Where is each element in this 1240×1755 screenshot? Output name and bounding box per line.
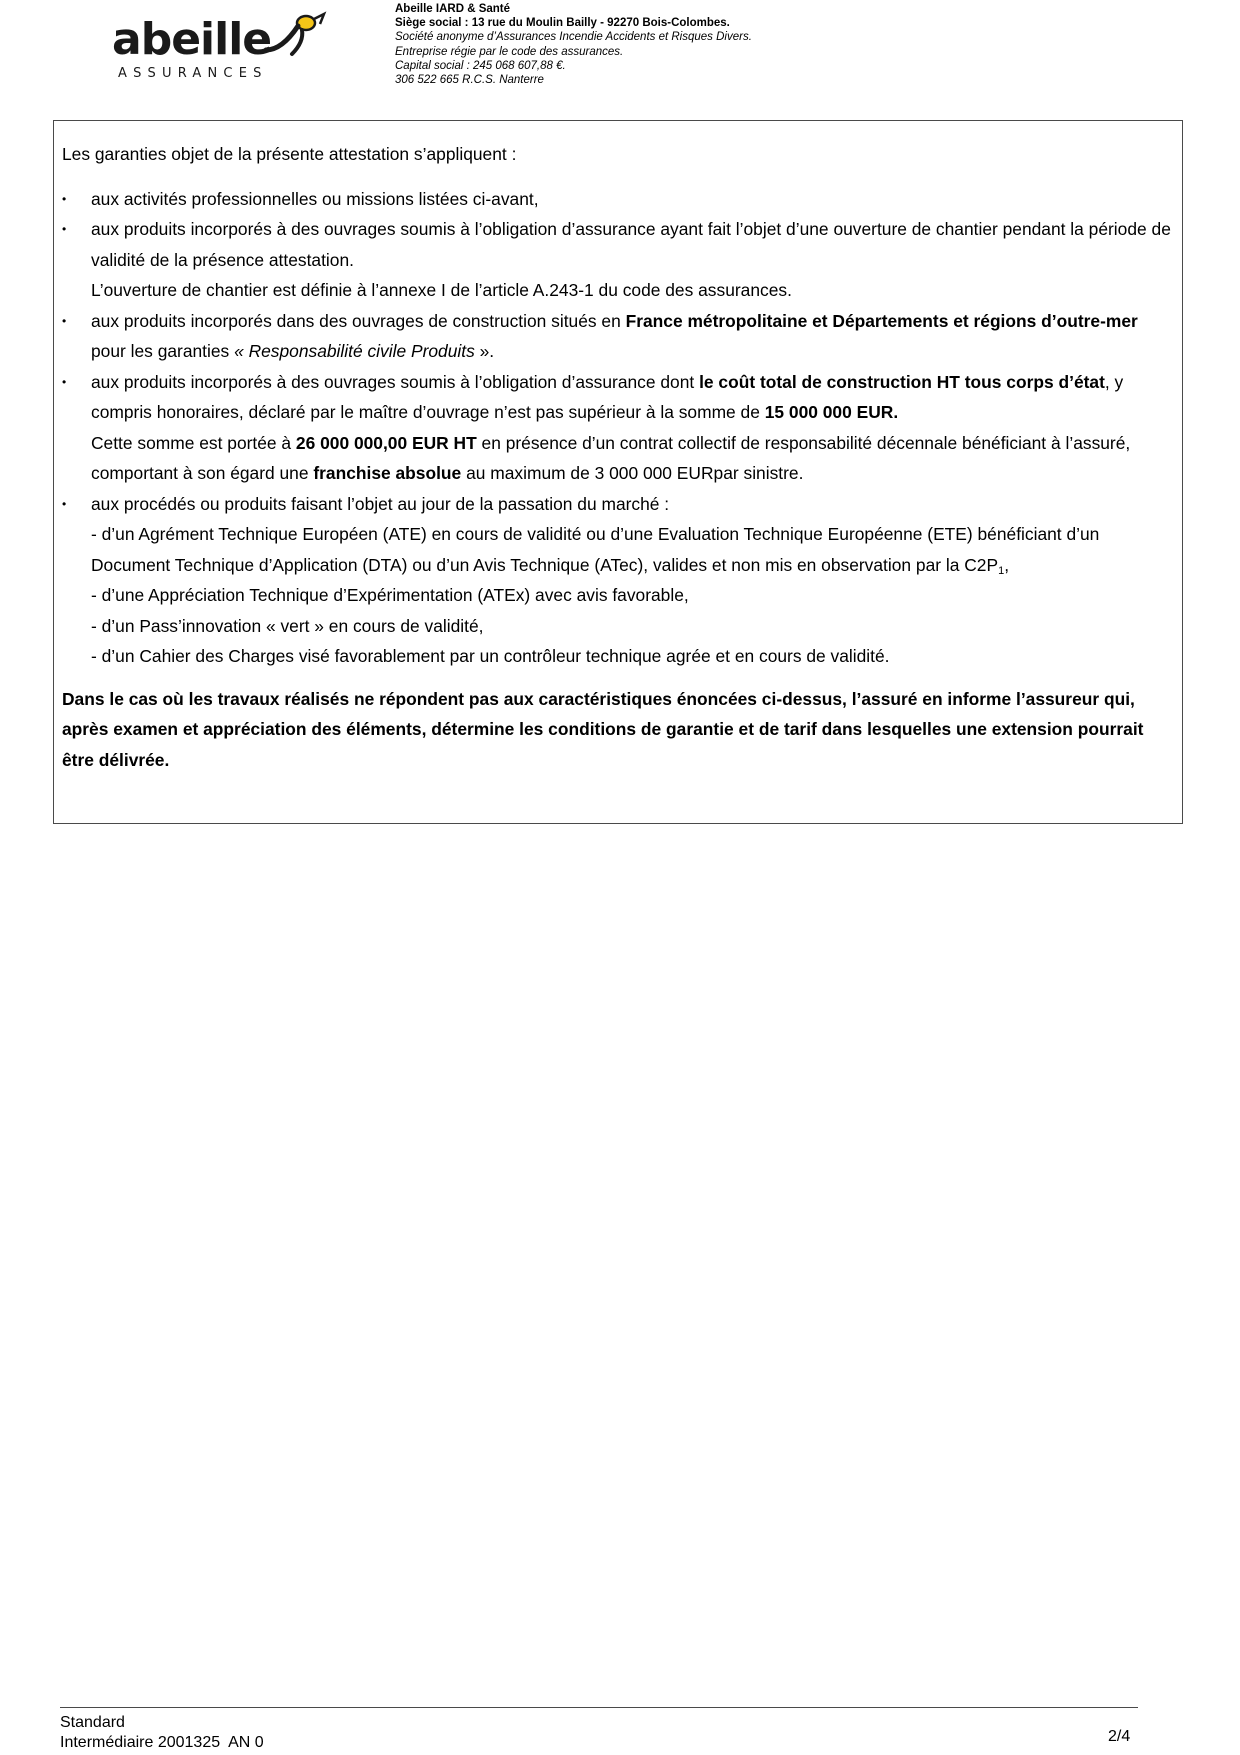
item-emphasis: le coût total de construction HT tous corps d’état [699,371,1105,392]
footer-line-2: Intermédiaire 2001325 AN 0 [60,1734,264,1751]
intro-text: Les garanties objet de la présente attestation s’appliquent : [62,144,517,164]
item-text: aux produits incorporés à des ouvrages soumis à l’obligation d’assurance ayant fait l’objet d’une ouverture de chantier pendant la période de validité de la présence attestation. [91,219,1171,270]
guarantees-list [62,184,1174,672]
bullet-icon: • [62,496,67,511]
item-text: aux procédés ou produits faisant l’objet au jour de la passation du marché : [91,493,670,514]
item-text: , y compris honoraires, déclaré par le maître d’ouvrage n’est pas supérieur à la somme de [91,371,1124,422]
item-text: aux produits incorporés dans des ouvrages de construction situés en [91,310,626,331]
bee-icon [262,10,332,60]
logo-wordmark: abeille [112,14,272,65]
sub-item: - d’un Cahier des Charges visé favorablement par un contrôleur technique agrée et en cours de validité. [91,646,890,666]
footer-divider [60,1707,1138,1708]
item-text: aux produits incorporés à des ouvrages soumis à l’obligation d’assurance dont [91,371,700,392]
item-emphasis: 15 000 000 EUR. [764,402,899,422]
company-regulation: Entreprise régie par le code des assurances. [395,45,624,58]
bullet-icon: • [62,374,67,389]
item-text: aux activités professionnelles ou missions listées ci-avant, [91,188,539,209]
sub-item: - d’un Agrément Technique Européen (ATE) en cours de validité ou d’une Evaluation Technique Européenne (ETE) bénéficiant d’un Document Technique d’Application (DTA) ou d’un Avis Technique (ATec), valides et non mis en observation par la $C2P_1$, [91,524,1100,577]
guarantees-box [53,120,1183,824]
closing-statement: Dans le cas où les travaux réalisés ne répondent pas aux caractéristiques énoncées ci-dessus, l’assuré en informe l’assureur qui, après examen et appréciation des éléments, détermine les conditions de garantie et de tarif dans lesquelles une extension pourrait être délivrée. [62,688,1144,770]
list-item [62,214,1174,306]
item-text: pour les garanties [91,341,235,361]
page-number: 2/4 [1108,1728,1131,1745]
sub-item: - d’un Pass’innovation « vert » en cours de validité, [91,615,484,636]
company-info [395,2,752,87]
company-type: Société anonyme d’Assurances Incendie Accidents et Risques Divers. [395,31,752,44]
list-item [62,306,1174,367]
item-emphasis: 26 000 000,00 EUR HT [295,432,477,453]
company-rcs: 306 522 665 R.C.S. Nanterre [395,74,544,87]
list-item [62,489,1174,672]
item-emphasis: France métropolitaine et Départements et régions d’outre-mer [625,310,1138,331]
footer-info [60,1713,264,1753]
guarantees-content [62,139,1174,775]
subscript: 1 [998,564,1005,577]
footer-line-1: Standard [60,1714,125,1731]
logo-subtitle: ASSURANCES [118,66,268,81]
item-paragraph [91,367,1174,428]
item-text: au maximum de 3 000 000 EURpar sinistre. [461,463,804,483]
bullet-icon: • [62,222,67,236]
company-name: Abeille IARD & Santé [395,3,511,15]
item-italic: « Responsabilité civile Produits [234,341,475,361]
bullet-icon: • [62,191,67,206]
item-text: Cette somme est portée à [91,432,296,453]
item-paragraph [91,428,1174,489]
item-text: ». [474,341,495,361]
item-text: en présence d’un contrat collectif de responsabilité décennale bénéficiant à l’assuré, comportant à son égard une [91,432,1131,483]
sub-item: - d’une Appréciation Technique d’Expérimentation (ATEx) avec avis favorable, [91,585,689,605]
list-item [62,184,1174,215]
item-emphasis: franchise absolue [313,463,462,483]
list-item [62,367,1174,489]
company-capital: Capital social : 245 068 607,88 €. [395,59,566,72]
item-note: L’ouverture de chantier est définie à l’annexe I de l’article A.243-1 du code des assurances. [91,280,792,300]
company-address: Siège social : 13 rue du Moulin Bailly - 92270 Bois-Colombes. [395,17,730,30]
bullet-icon: • [62,313,67,328]
abeille-logo [112,10,322,85]
